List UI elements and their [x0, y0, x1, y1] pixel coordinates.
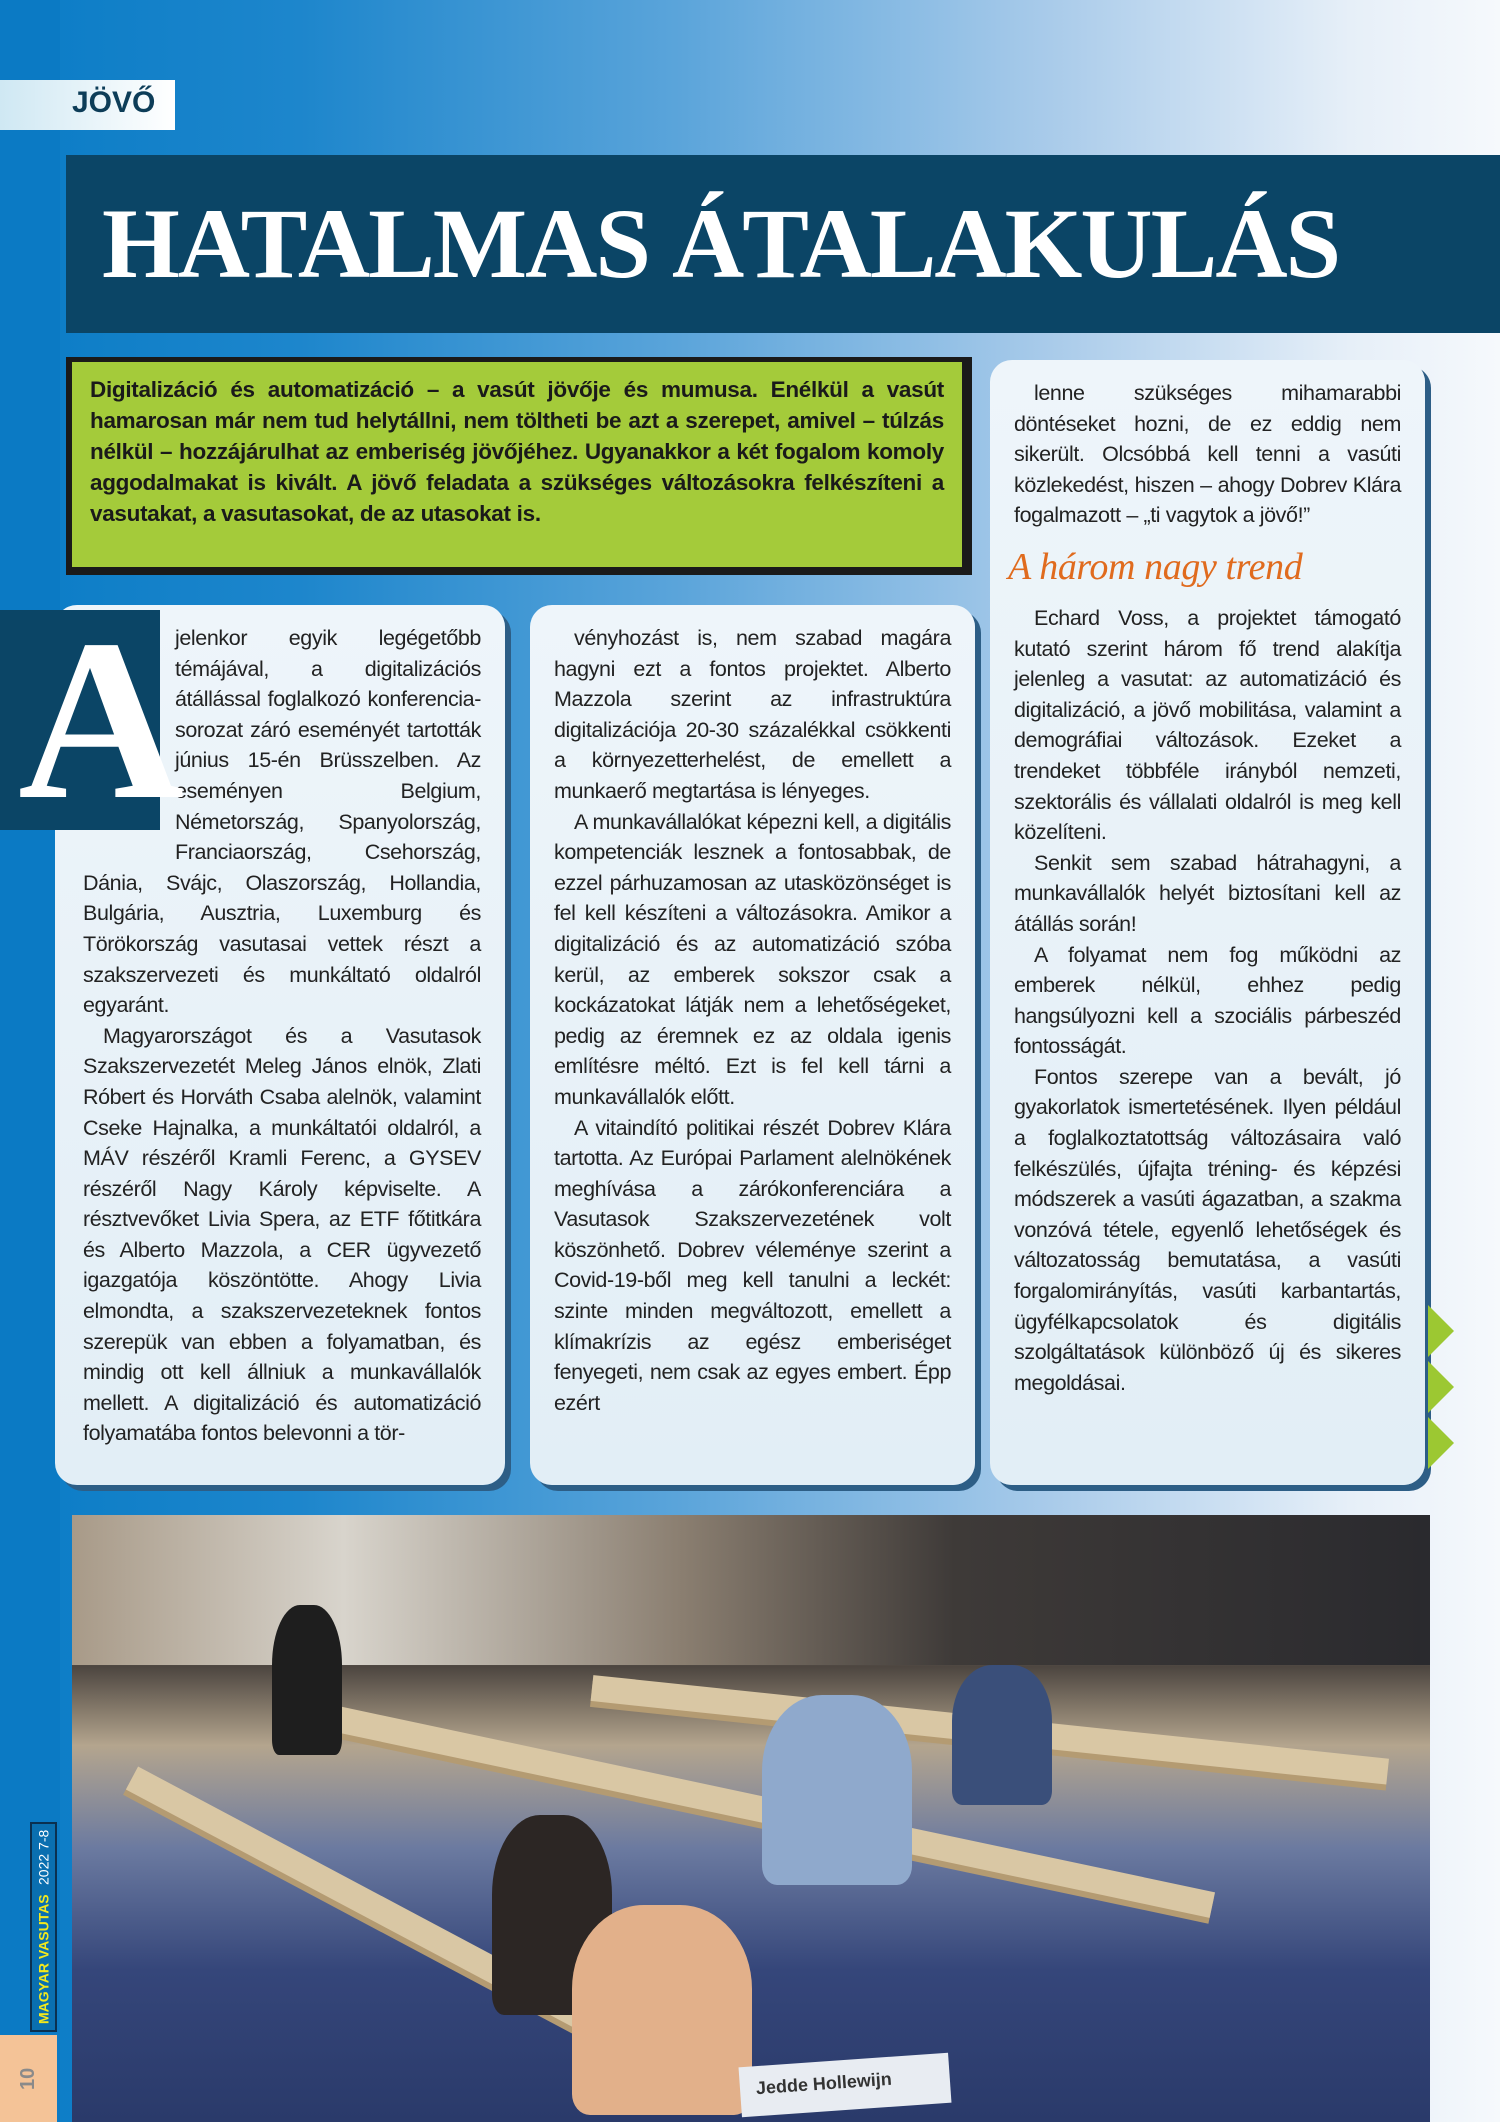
article-column-3	[990, 360, 1425, 1485]
paragraph: Senkit sem szabad hátrahagyni, a munkavállalók helyét biztosítani kell az átállás során!	[1014, 850, 1401, 936]
page-number: 10	[17, 2067, 39, 2090]
green-arrows-decoration	[1428, 1305, 1468, 1470]
paragraph: Echard Voss, a projektet támogató kutató szerint három fő trend alakítja jelenleg a vasutat: az automatizáció és digitalizáció, a jövő mobilitása, valamint a demográfiai változások. Ezeket a trendeket többféle irányból nemzeti, szektorális és vállalati oldalról is meg kell közelíteni.	[1014, 605, 1401, 845]
photo-person	[572, 1905, 752, 2115]
section-label-text: JÖVŐ	[72, 86, 156, 119]
lead-paragraph: Digitalizáció és automatizáció – a vasút jövője és mumusa. Enélkül a vasút hamarosan már nem tud helytállni, nem töltheti be azt a szerepet, amivel – túlzás nélkül – hozzájárulhat az emberiség jövőjéhez. Ugyanakkor a két fogalom komoly aggodalmakat is kivált. A jövő feladata a szükséges változásokra felkészíteni a vasutakat, a vasutasokat, de az utasokat is.	[72, 362, 962, 567]
magazine-name: MAGYAR VASUTAS	[35, 1894, 52, 2025]
magazine-issue-label	[30, 1822, 57, 2032]
left-blue-strip	[0, 0, 60, 2122]
issue-number: 2022 7-8	[35, 1829, 52, 1885]
paragraph: jelenkor egyik legégetőbb témájával, a digitalizációs átállással foglalkozó konferencia-sorozat záró eseményét tartották június 15-én Brüsszelben. Az eseményen Belgium, Németország, Spanyolország, Franciaország, Csehország, Dánia, Svájc, Olaszország, Hollandia, Bulgária, Ausztria, Luxemburg és Törökország vasutasai vettek részt a szakszervezeti és munkáltató oldalról egyaránt.	[83, 626, 481, 1018]
paragraph: Magyarországot és a Vasutasok Szakszervezetét Meleg János elnök, Zlati Róbert és Horváth Csaba alelnök, valamint Cseke Hajnalka, a munkáltatói oldalról, a MÁV részéről Kramli Ferenc, a GYSEV részéről Nagy Károly képviselte. A résztvevőket Livia Spera, az ETF főtitkára és Alberto Mazzola, a CER ügyvezető igazgatója köszöntötte. Ahogy Livia elmondta, a szakszervezeteknek fontos szerepük van ebben a folyamatban, és mindig ott kell állniuk a munkavállalók mellett. A digitalizáció és automatizáció folyamatába fontos belevonni a tör-	[83, 1023, 481, 1446]
arrow-icon	[1428, 1417, 1454, 1469]
headline-banner	[66, 155, 1500, 333]
paragraph: Fontos szerepe van a bevált, jó gyakorlatok ismertetésének. Ilyen például a foglalkoztatottság változásaira való felkészülés, újfajta tréning- és képzési módszerek a vasúti ágazatban, a szakma vonzóvá tétele, egyenlő lehetőségek és változatosság bemutatása, a vasúti forgalomirányítás, vasúti karbantartás, ügyfélkapcsolatok és digitális szolgáltatások különböző új és sikeres megoldásai.	[1014, 1064, 1401, 1395]
arrow-icon	[1428, 1361, 1454, 1413]
section-label	[0, 80, 175, 130]
paragraph: A vitaindító politikai részét Dobrev Klára tartotta. Az Európai Parlament alelnökének meghívása a zárókonferenciára a Vasutasok Szakszervezetének volt köszönhető. Dobrev véleménye szerint a Covid-19-ből meg kell tanulni a leckét: szinte minden megváltozott, emellett a klímakrízis az egész emberiséget fenyegeti, nem csak az egyes embert. Épp ezért	[554, 1115, 951, 1415]
page-number-box	[0, 2035, 57, 2122]
name-tag: Jedde Hollewijn	[739, 2053, 952, 2118]
paragraph: A folyamat nem fog működni az emberek nélkül, ehhez pedig hangsúlyozni kell a szociális párbeszéd fontosságát.	[1014, 942, 1401, 1059]
subheading: A három nagy trend	[1008, 545, 1303, 588]
photo-person	[952, 1665, 1052, 1805]
drop-cap	[0, 592, 185, 847]
paragraph: lenne szükséges mihamarabbi döntéseket hozni, de ez eddig nem sikerült. Olcsóbbá kell tenni a vasúti közlekedést, hiszen – ahogy Dobrev Klára fogalmazott – „ti vagytok a jövő!”	[1014, 381, 1401, 528]
article-column-2	[530, 605, 975, 1485]
headline: HATALMAS ÁTALAKULÁS	[102, 188, 1340, 299]
magazine-issue-text	[36, 1830, 52, 2025]
drop-cap-letter: A	[18, 592, 185, 847]
photo-person	[272, 1605, 342, 1755]
paragraph: A munkavállalókat képezni kell, a digitális kompetenciák lesznek a fontosabbak, de ezzel párhuzamosan az utasközönséget is fel kell készíteni a változásokra. Amikor a digitalizáció és az automatizáció szóba kerül, az emberek sokszor csak a kockázatokat látják nem a lehetőségeket, pedig az éremnek ez az oldala igenis említésre méltó. Ezt is fel kell tárni a munkavállalók előtt.	[554, 809, 951, 1109]
paragraph: vényhozást is, nem szabad magára hagyni ezt a fontos projektet. Alberto Mazzola szerint az infrastruktúra digitalizációja 20-30 százalékkal csökkenti a környezetterhelést, de emellett a munkaerő megtartása is lényeges.	[554, 626, 951, 803]
photo-person	[762, 1695, 912, 1885]
conference-photo	[72, 1515, 1430, 2122]
arrow-icon	[1428, 1305, 1454, 1357]
